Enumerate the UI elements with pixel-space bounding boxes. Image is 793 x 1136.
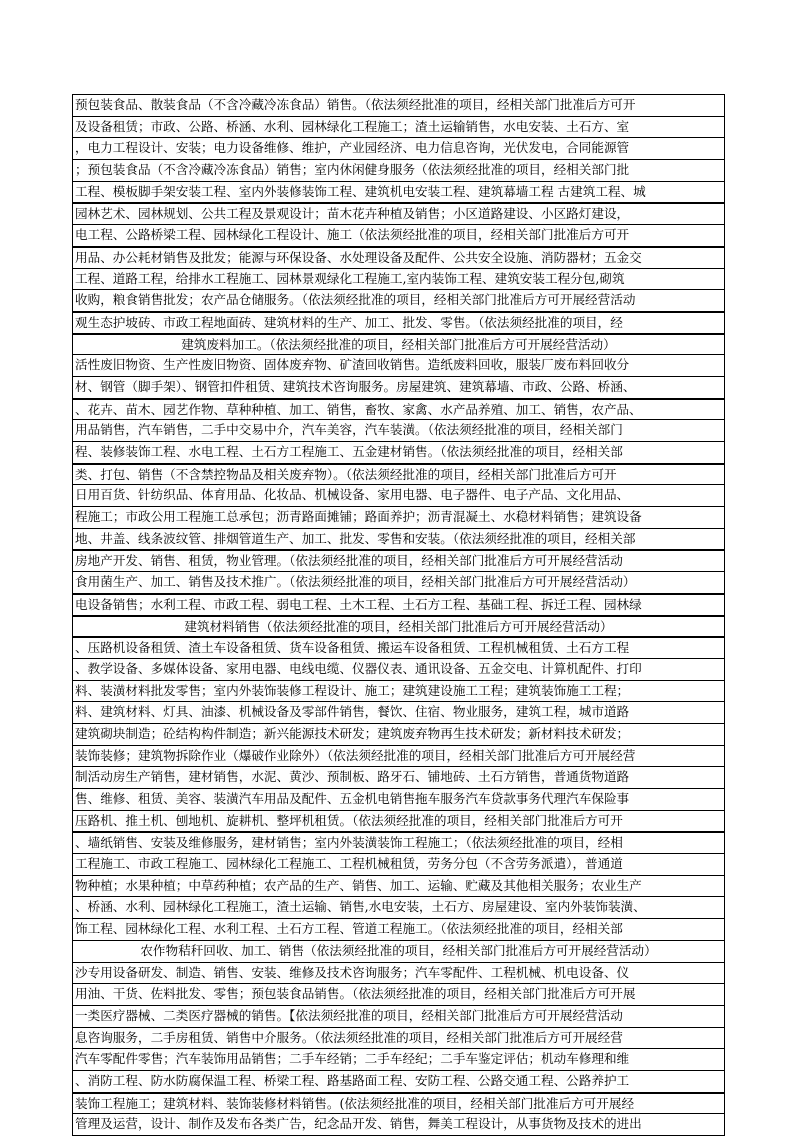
row-text: 沙专用设备研发、制造、销售、安装、维修及技术咨询服务；汽车零配件、工程机械、机电设备、仪 bbox=[75, 964, 630, 980]
table-row bbox=[72, 137, 725, 159]
table-row bbox=[72, 615, 725, 637]
row-text: 、花卉、苗木、园艺作物、草种种植、加工、销售，畜牧、家禽、水产品养殖、加工、销售，农产品、 bbox=[75, 401, 642, 417]
row-text: 电工程、公路桥梁工程、园林绿化工程设计、施工（依法须经批准的项目，经相关部门批准后方可开 bbox=[75, 227, 630, 243]
row-text: 制活动房生产销售，建材销售，水泥、黄沙、预制板、路牙石、铺地砖、土石方销售，普通货物道路 bbox=[75, 769, 630, 785]
table-row bbox=[72, 116, 725, 138]
table-row bbox=[72, 766, 725, 788]
table-row bbox=[72, 1048, 725, 1070]
table-row bbox=[72, 658, 725, 680]
row-text: 、压路机设备租赁、渣土车设备租赁、货车设备租赁、搬运车设备租赁、工程机械租赁、土石方工程 bbox=[75, 640, 630, 656]
row-text: 观生态护坡砖、市政工程地面砖、建筑材料的生产、加工、批发、零售。（依法须经批准的项目，经 bbox=[75, 314, 623, 330]
table-row bbox=[72, 831, 725, 853]
table-row bbox=[72, 398, 725, 420]
row-text: 类、打包、销售（不含禁控物品及相关废弃物）。（依法须经批准的项目，经相关部门批准后方可开 bbox=[75, 466, 617, 482]
table-row bbox=[72, 745, 725, 767]
row-text: 食用菌生产、加工、销售及技术推广。（依法须经批准的项目，经相关部门批准后方可开展经营活动） bbox=[75, 574, 636, 590]
table-row bbox=[72, 94, 725, 116]
row-text: 材、钢管（脚手架）、钢管扣件租赁、建筑技术咨询服务。房屋建筑、建筑幕墙、市政、公路、桥涵、 bbox=[75, 378, 636, 394]
table-row bbox=[72, 788, 725, 810]
row-text: 建筑材料销售（依法须经批准的项目，经相关部门批准后方可开展经营活动） bbox=[184, 618, 613, 634]
row-text: 息咨询服务，二手房租赁、销售中介服务。（依法须经批准的项目，经相关部门批准后方可开展经营 bbox=[75, 1029, 623, 1045]
table-row bbox=[72, 1113, 725, 1136]
table-row bbox=[72, 1027, 725, 1049]
row-text: ，电力工程设计、安装；电力设备维修、维护，产业园经济、电力信息咨询，光伏发电，合同能源管 bbox=[75, 140, 630, 156]
row-text: 售、维修、租赁、美容、装潢汽车用品及配件、五金机电销售拖车服务汽车贷款事务代理汽车保险事 bbox=[75, 791, 630, 806]
table-row bbox=[72, 246, 725, 268]
row-text: 建筑废料加工。（依法须经批准的项目，经相关部门批准后方可开展经营活动） bbox=[181, 336, 616, 352]
row-text: 管理及运营，设计、制作及发布各类广告，纪念品开发、销售，舞美工程设计，从事货物及技术的进出 bbox=[75, 1116, 642, 1132]
table-row bbox=[72, 463, 725, 485]
row-text: 用品销售，汽车销售，二手中交易中介，汽车美容，汽车装潢。（依法须经批准的项目，经相关部门 bbox=[75, 422, 623, 438]
row-text: 、墙纸销售、安装及维修服务，建材销售；室内外装潢装饰工程施工；（依法须经批准的项目，经相 bbox=[75, 835, 623, 851]
table-row bbox=[72, 376, 725, 398]
row-text: 地、井盖、线条波纹管、排烟管道生产、加工、批发、零售和安装。（依法须经批准的项目，经相关部 bbox=[75, 530, 636, 546]
row-text: 、消防工程、防水防腐保温工程、桥梁工程、路基路面工程、安防工程、公路交通工程、公路养护工 bbox=[75, 1072, 630, 1088]
row-text: 收购，粮食销售批发；农产品仓储服务。（依法须经批准的项目，经相关部门批准后方可开展经营活动 bbox=[75, 292, 636, 308]
table-row bbox=[72, 723, 725, 745]
table-row bbox=[72, 333, 725, 355]
row-text: 日用百货、针纺织品、体育用品、化妆品、机械设备、家用电器、电子器件、电子产品、文化用品、 bbox=[75, 487, 630, 503]
table-row bbox=[72, 701, 725, 723]
table-row bbox=[72, 181, 725, 203]
table-row bbox=[72, 202, 725, 224]
row-text: ；预包装食品（不含冷藏冷冻食品）销售；室内休闲健身服务（依法须经批准的项目，经相关部门批 bbox=[75, 162, 630, 178]
row-text: 建筑砌块制造；砼结构构件制造；新兴能源技术研发；建筑废弃物再生技术研发；新材料技术研发； bbox=[75, 725, 630, 741]
table-row bbox=[72, 875, 725, 897]
table-row bbox=[72, 636, 725, 658]
row-text: 工程、模板脚手架安装工程、室内外装修装饰工程、建筑机电安装工程、建筑幕墙工程 古建筑工程、城 bbox=[75, 183, 646, 199]
table-row bbox=[72, 1005, 725, 1027]
row-text: 、桥涵、水利、园林绿化工程施工，渣土运输、销售,水电安装，土石方、房屋建设、室内外装饰装潢、 bbox=[75, 899, 646, 915]
row-text: 房地产开发、销售、租赁，物业管理。（依法须经批准的项目，经相关部门批准后方可开展经营活动 bbox=[75, 553, 623, 569]
row-text: 、教学设备、多媒体设备、家用电器、电线电缆、仪器仪表、通讯设备、五金交电、计算机配件、打印 bbox=[75, 660, 642, 676]
row-text: 物种植；水果种植；中草药种植；农产品的生产、销售、加工、运输、贮藏及其他相关服务；农业生产 bbox=[75, 877, 642, 893]
row-text: 料、建筑材料、灯具、油漆、机械设备及零部件销售，餐饮、住宿、物业服务，建筑工程，城市道路 bbox=[75, 704, 630, 720]
table-row bbox=[72, 419, 725, 441]
row-text: 料、装潢材料批发零售；室内外装饰装修工程设计、施工；建筑建设施工工程；建筑装饰施工工程； bbox=[75, 682, 630, 698]
table-row bbox=[72, 983, 725, 1005]
row-text: 装饰装修；建筑物拆除作业（爆破作业除外）（依法须经批准的项目，经相关部门批准后方可开展经营 bbox=[75, 747, 636, 763]
table-row bbox=[72, 268, 725, 290]
row-text: 一类医疗器械、二类医疗器械的销售。【依法须经批准的项目，经相关部门批准后方可开展经营活动 bbox=[75, 1007, 623, 1023]
row-text: 活性废旧物资、生产性废旧物资、固体废弃物、矿渣回收销售。造纸废料回收，服装厂废布料回收分 bbox=[75, 357, 630, 373]
table-row bbox=[72, 354, 725, 376]
row-text: 程施工；市政公用工程施工总承包；沥青路面摊铺；路面养护；沥青混凝土、水稳材料销售；建筑设备 bbox=[75, 509, 642, 525]
business-scope-table bbox=[72, 94, 725, 1136]
row-text: 工程、道路工程，给排水工程施工、园林景观绿化工程施工,室内装饰工程、建筑安装工程分包,砌筑 bbox=[75, 270, 625, 286]
table-row bbox=[72, 224, 725, 246]
row-text: 程、装修装饰工程、水电工程、土石方工程施工、五金建材销售。（依法须经批准的项目，经相关部 bbox=[75, 444, 623, 459]
row-text: 汽车零配件零售；汽车装饰用品销售；二手车经销；二手车经纪；二手车鉴定评估；机动车修理和维 bbox=[75, 1051, 630, 1067]
row-text: 用品、办公耗材销售及批发；能源与环保设备、水处理设备及配件、公共安全设施、消防器材；五金交 bbox=[75, 249, 642, 265]
table-row bbox=[72, 940, 725, 962]
table-row bbox=[72, 680, 725, 702]
row-text: 电设备销售；水利工程、市政工程、弱电工程、土木工程、土石方工程、基础工程、拆迁工程、园林绿 bbox=[75, 596, 642, 612]
table-row bbox=[72, 506, 725, 528]
row-text: 装饰工程施工；建筑材料、装饰装修材料销售。(依法须经批准的项目，经相关部门批准后方可开展经 bbox=[75, 1095, 635, 1111]
table-row bbox=[72, 311, 725, 333]
row-text: 预包装食品、散装食品（不含冷藏冷冻食品）销售。（依法须经批准的项目，经相关部门批准后方可开 bbox=[75, 97, 636, 112]
row-text: 饰工程、园林绿化工程、水利工程、土石方工程、管道工程施工。（依法须经批准的项目，经相关部 bbox=[75, 921, 623, 937]
table-row bbox=[72, 549, 725, 571]
row-text: 农作物秸秆回收、加工、销售（依法须经批准的项目，经相关部门批准后方可开展经营活动） bbox=[140, 942, 657, 958]
table-row bbox=[72, 1070, 725, 1092]
row-text: 工程施工、市政工程施工、园林绿化工程施工、工程机械租赁，劳务分包（不含劳务派遣），普通道 bbox=[75, 856, 623, 872]
row-text: 园林艺术、园林规划、公共工程及景观设计；苗木花卉种植及销售；小区道路建设、小区路灯建设， bbox=[75, 206, 630, 222]
table-row bbox=[72, 159, 725, 181]
row-text: 用油、干货、佐料批发、零售；预包装食品销售。（依法须经批准的项目，经相关部门批准后方可开展 bbox=[75, 986, 636, 1002]
table-row bbox=[72, 962, 725, 984]
table-row bbox=[72, 289, 725, 311]
row-text: 压路机、推土机、刨地机、旋耕机、整坪机租赁。（依法须经批准的项目，经相关部门批准后方可开 bbox=[75, 812, 623, 828]
table-row bbox=[72, 918, 725, 940]
table-row bbox=[72, 571, 725, 593]
table-row bbox=[72, 1092, 725, 1114]
table-row bbox=[72, 593, 725, 615]
row-text: 及设备租赁；市政、公路、桥涵、水利、园林绿化工程施工；渣土运输销售，水电安装、土石方、室 bbox=[75, 118, 630, 134]
table-row bbox=[72, 441, 725, 463]
table-row bbox=[72, 810, 725, 832]
table-row bbox=[72, 528, 725, 550]
table-row bbox=[72, 484, 725, 506]
table-row bbox=[72, 896, 725, 918]
table-row bbox=[72, 853, 725, 875]
